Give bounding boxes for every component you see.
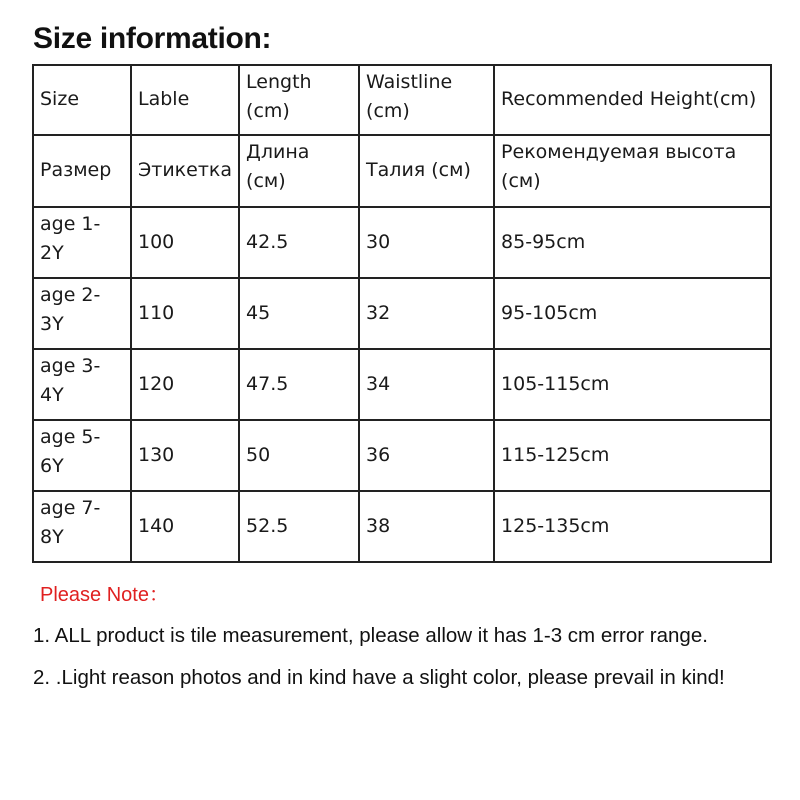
table-cell: 30 <box>359 207 494 278</box>
page-title: Size information: <box>33 22 272 55</box>
table-cell: 125-135cm <box>494 491 771 562</box>
header-cell: Рекомендуемая высота (см) <box>494 135 771 207</box>
header-cell: Waistline (cm) <box>359 65 494 135</box>
header-cell: Lable <box>131 65 239 135</box>
header-cell: Длина (см) <box>239 135 359 207</box>
table-row <box>33 278 771 349</box>
table-cell: age 1-2Y <box>33 207 131 278</box>
header-cell: Талия (см) <box>359 135 494 207</box>
header-cell: Recommended Height(cm) <box>494 65 771 135</box>
table-row <box>33 420 771 491</box>
table-cell: 32 <box>359 278 494 349</box>
table-row <box>33 207 771 278</box>
table-cell: 100 <box>131 207 239 278</box>
table-header-row-en <box>33 65 771 135</box>
table-cell: 38 <box>359 491 494 562</box>
table-cell: 130 <box>131 420 239 491</box>
table-cell: age 5-6Y <box>33 420 131 491</box>
table-cell: 36 <box>359 420 494 491</box>
table-cell: 50 <box>239 420 359 491</box>
notes <box>33 615 778 699</box>
table-cell: 105-115cm <box>494 349 771 420</box>
table-cell: 140 <box>131 491 239 562</box>
table-cell: 52.5 <box>239 491 359 562</box>
note-item: 1. ALL product is tile measurement, please allow it has 1-3 cm error range. <box>33 624 708 647</box>
table-cell: 42.5 <box>239 207 359 278</box>
table-cell: 95-105cm <box>494 278 771 349</box>
table-cell: 34 <box>359 349 494 420</box>
table-cell: 115-125cm <box>494 420 771 491</box>
header-cell: Size <box>33 65 131 135</box>
table-cell: 110 <box>131 278 239 349</box>
table-cell: age 7-8Y <box>33 491 131 562</box>
table-cell: 120 <box>131 349 239 420</box>
note-heading: Please Note： <box>40 584 169 606</box>
size-table <box>32 64 772 563</box>
table-row <box>33 491 771 562</box>
table-cell: 85-95cm <box>494 207 771 278</box>
note-item: 2. .Light reason photos and in kind have a slight color, please prevail in kind! <box>33 666 725 689</box>
table-header-row-ru <box>33 135 771 207</box>
table-cell: age 3-4Y <box>33 349 131 420</box>
header-cell: Этикетка <box>131 135 239 207</box>
table-cell: 45 <box>239 278 359 349</box>
header-cell: Length (cm) <box>239 65 359 135</box>
header-cell: Размер <box>33 135 131 207</box>
table-body <box>33 207 771 562</box>
table-cell: age 2-3Y <box>33 278 131 349</box>
table-cell: 47.5 <box>239 349 359 420</box>
table-row <box>33 349 771 420</box>
